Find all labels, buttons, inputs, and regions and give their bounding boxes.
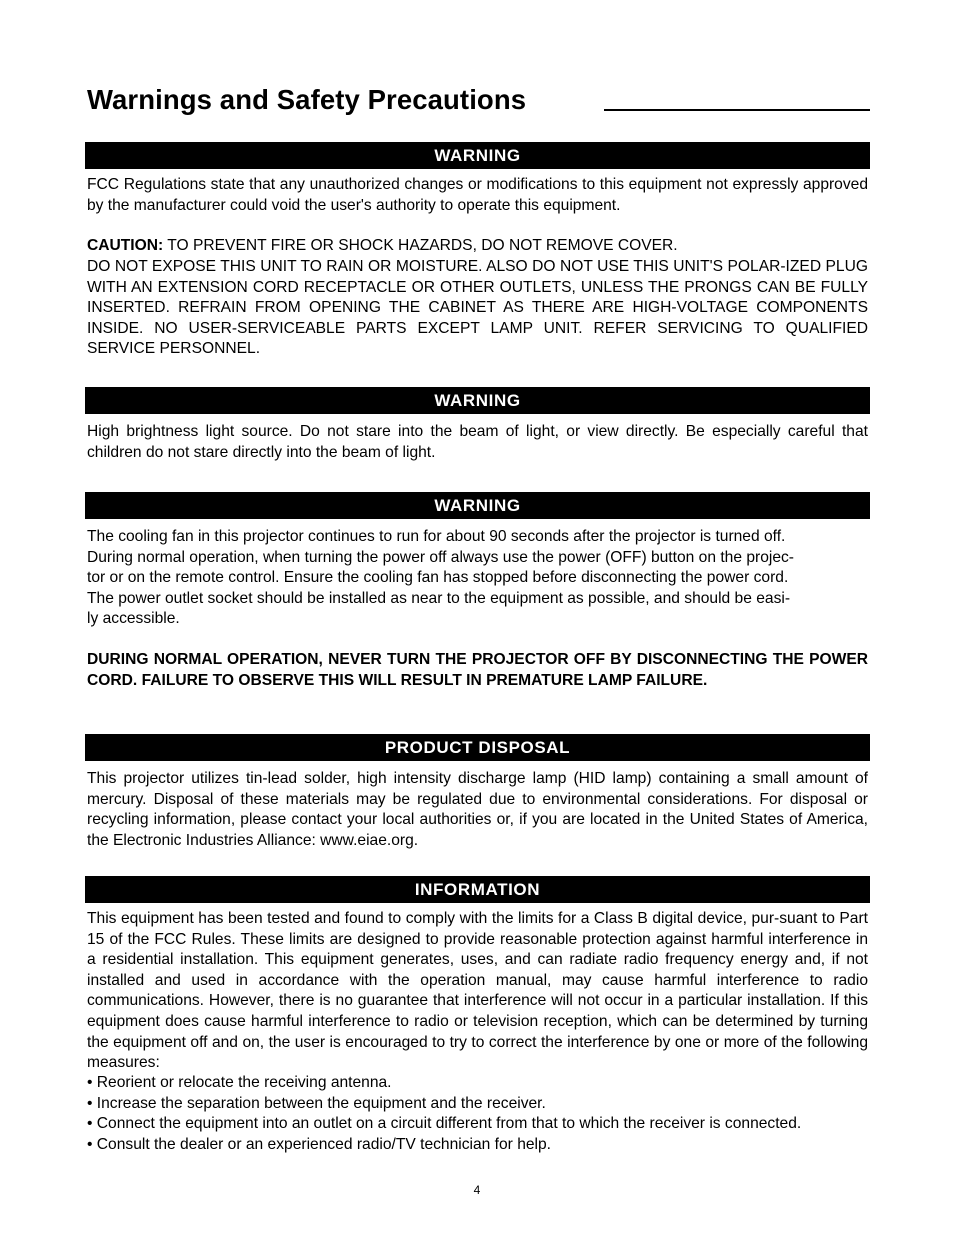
caution-line bbox=[87, 236, 868, 257]
measures-list bbox=[87, 1073, 868, 1155]
list-item: • Reorient or relocate the receiving antenna. bbox=[87, 1074, 392, 1091]
list-item: • Connect the equipment into an outlet on a circuit different from that to which the receiver is connected. bbox=[87, 1115, 802, 1133]
caution-text: TO PREVENT FIRE OR SHOCK HAZARDS, DO NOT REMOVE COVER. bbox=[163, 237, 678, 254]
information-text: This equipment has been tested and found to comply with the limits for a Class B digital device, pur-suant to Part 15 of the FCC Rules. These limits are designed to provide reasonable protection against harmful interference in a residential installation. This equipment generates, uses, and can radiate radio frequency energy and, if not installed and used in accordance with the operation manual, may cause harmful interference to radio communications. However, there is no guarantee that interference will not occur in a particular installation. If this equipment does cause harmful interference to radio or television reception, which can be determined by turning the equipment off and on, the user is encouraged to try to correct the interference by one or more of the following measures: bbox=[87, 910, 868, 1072]
cooling-fan-text: The cooling fan in this projector continues to run for about 90 seconds after the projector is turned off. During normal operation, when turning the power off always use the power (OFF) button on the projec- tor or on the remote control. Ensure the cooling fan has stopped before disconnecting the power cord. The power outlet socket should be installed as near to the equipment as possible, and should be easi- ly accessible. bbox=[87, 528, 795, 628]
page-title: Warnings and Safety Precautions bbox=[87, 84, 527, 115]
warning-header-2: WARNING bbox=[85, 387, 870, 414]
title-rule bbox=[604, 109, 870, 111]
product-disposal-header: PRODUCT DISPOSAL bbox=[85, 734, 870, 761]
caution-label: CAUTION: bbox=[87, 237, 164, 254]
page-number: 4 bbox=[473, 1183, 481, 1197]
product-disposal-text: This projector utilizes tin-lead solder, high intensity discharge lamp (HID lamp) containing a small amount of mercury. Disposal of these materials may be regulated due to environmental considerations. For disposal or recycling information, please contact your local authorities or, if you are located in the United States of America, the Electronic Industries Alliance: www.eiae.org. bbox=[87, 770, 868, 849]
warning-header-1: WARNING bbox=[85, 142, 870, 169]
expose-warning-text: DO NOT EXPOSE THIS UNIT TO RAIN OR MOISTURE. ALSO DO NOT USE THIS UNIT'S POLAR-IZED PLUG WITH AN EXTENSION CORD RECEPTACLE OR OTHER OUTLETS, UNLESS THE PRONGS CAN BE FULLY INSERTED. REFRAIN FROM OPENING THE CABINET AS THERE ARE HIGH-VOLTAGE COMPONENTS INSIDE. NO USER-SERVICEABLE PARTS EXCEPT LAMP UNIT. REFER SERVICING TO QUALIFIED SERVICE PERSONNEL. bbox=[87, 258, 868, 358]
list-item: • Consult the dealer or an experienced radio/TV technician for help. bbox=[87, 1135, 552, 1153]
power-cord-warning-text: DURING NORMAL OPERATION, NEVER TURN THE PROJECTOR OFF BY DISCONNECTING THE POWER CORD. FAILURE TO OBSERVE THIS WILL RESULT IN PREMATURE LAMP FAILURE. bbox=[87, 651, 868, 689]
list-item: • Increase the separation between the equipment and the receiver. bbox=[87, 1094, 546, 1112]
information-header: INFORMATION bbox=[85, 876, 870, 903]
brightness-warning-text: High brightness light source. Do not stare into the beam of light, or view directly. Be especially careful that children do not stare directly into the beam of light. bbox=[87, 423, 868, 461]
warning-header-3: WARNING bbox=[85, 492, 870, 519]
fcc-regulations-text: FCC Regulations state that any unauthorized changes or modifications to this equipment not expressly approved by the manufacturer could void the user's authority to operate this equipment. bbox=[87, 176, 868, 214]
